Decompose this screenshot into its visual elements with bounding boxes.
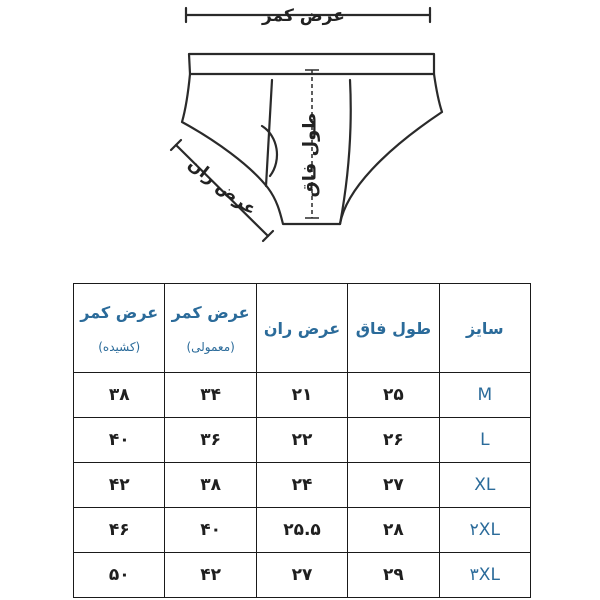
header-waist-stretched: عرض کمر (کشیده) — [74, 284, 165, 373]
table-header-row — [74, 284, 531, 373]
size-cell: XL — [439, 463, 530, 508]
size-cell: M — [439, 373, 530, 418]
waist-normal-cell: ۳۴ — [165, 373, 256, 418]
table-row — [74, 463, 531, 508]
table-row — [74, 373, 531, 418]
thigh-cell: ۲۱ — [256, 373, 347, 418]
rise-cell: ۲۸ — [348, 508, 439, 553]
rise-cell: ۲۷ — [348, 463, 439, 508]
size-cell: ۳XL — [439, 553, 530, 598]
thigh-cell: ۲۵.۵ — [256, 508, 347, 553]
leg-seam — [262, 126, 277, 176]
waist-normal-cell: ۳۸ — [165, 463, 256, 508]
waist-normal-cell: ۳۶ — [165, 418, 256, 463]
waist-stretched-cell: ۴۰ — [74, 418, 165, 463]
header-rise: طول فاق — [348, 284, 439, 373]
rise-cell: ۲۶ — [348, 418, 439, 463]
header-waist-normal: عرض کمر (معمولی) — [165, 284, 256, 373]
table-row — [74, 508, 531, 553]
waist-stretched-cell: ۴۶ — [74, 508, 165, 553]
size-table — [73, 283, 531, 598]
waist-stretched-cell: ۳۸ — [74, 373, 165, 418]
waist-stretched-cell: ۵۰ — [74, 553, 165, 598]
size-cell: L — [439, 418, 530, 463]
header-thigh: عرض ران — [256, 284, 347, 373]
pouch-seam-right — [340, 80, 351, 224]
thigh-width-label: عرض ران — [183, 154, 261, 220]
waist-width-label: عرض کمر — [262, 6, 345, 26]
waist-stretched-cell: ۴۲ — [74, 463, 165, 508]
thigh-cell: ۲۴ — [256, 463, 347, 508]
rise-cell: ۲۵ — [348, 373, 439, 418]
rise-cell: ۲۹ — [348, 553, 439, 598]
rise-length-label: طول فاق — [299, 112, 321, 198]
waist-normal-cell: ۴۰ — [165, 508, 256, 553]
size-cell: ۲XL — [439, 508, 530, 553]
table-row — [74, 553, 531, 598]
waist-normal-cell: ۴۲ — [165, 553, 256, 598]
header-size: سایز — [439, 284, 530, 373]
table-row — [74, 418, 531, 463]
thigh-cell: ۲۷ — [256, 553, 347, 598]
thigh-cell: ۲۲ — [256, 418, 347, 463]
